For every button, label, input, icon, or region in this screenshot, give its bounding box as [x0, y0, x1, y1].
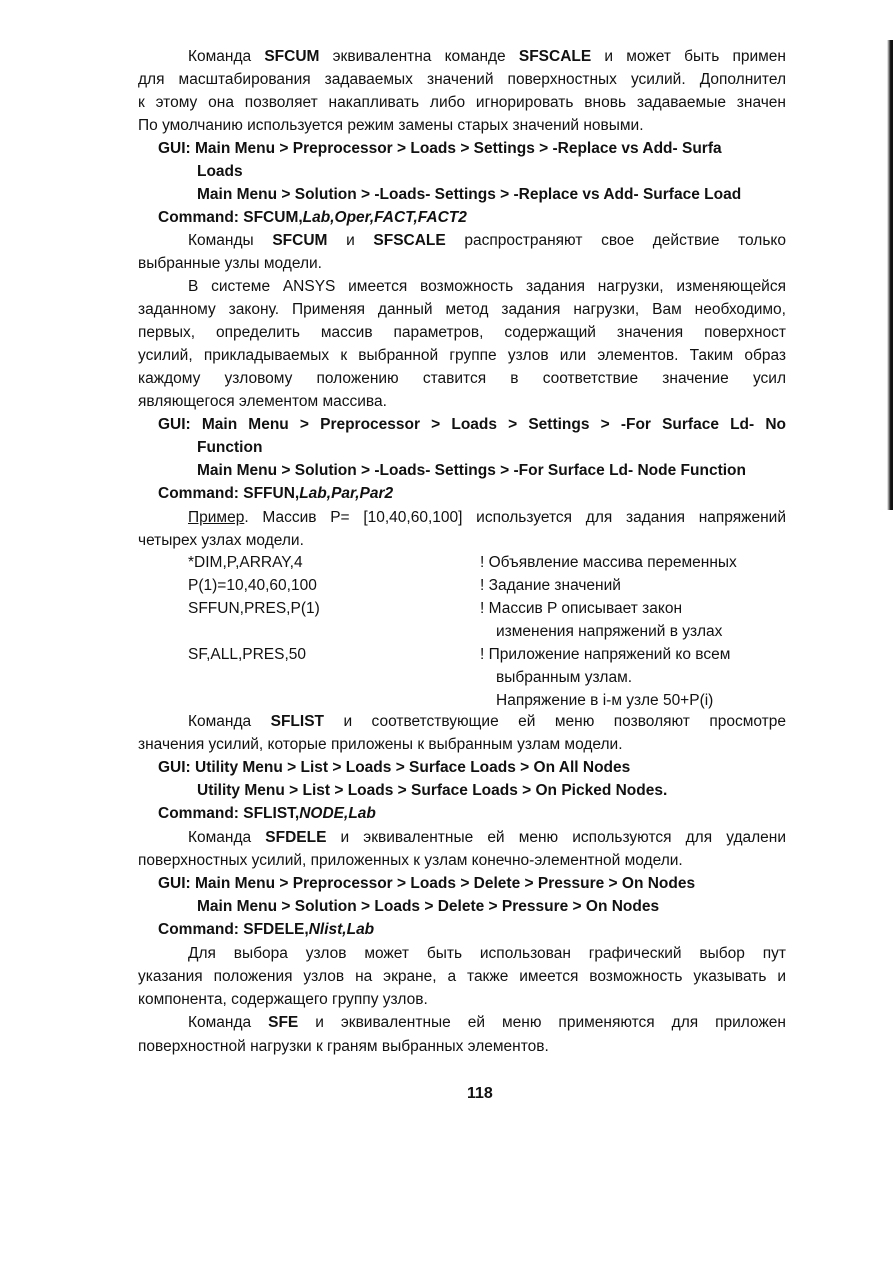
text-line	[138, 967, 786, 987]
text-run: Команда	[188, 829, 266, 846]
text-line	[138, 369, 786, 389]
code-comment: выбранным узлам.	[496, 669, 633, 686]
text-run: поверхностной нагрузки к граням выбранных элементов.	[138, 1038, 549, 1055]
code-comment: изменения напряжений в узлах	[496, 623, 723, 640]
text-line	[138, 392, 387, 412]
text-run: Main Menu > Solution > -Loads- Settings > -For Surface Ld- Node Function	[197, 462, 746, 479]
code-comment: ! Объявление массива переменных	[480, 554, 737, 571]
text-run: Command: SFDELE,	[158, 921, 309, 938]
text-run: Lab,Par,Par2	[299, 485, 394, 502]
text-run: Команда	[188, 1014, 269, 1031]
text-run: SFE	[268, 1014, 299, 1031]
text-line	[188, 231, 786, 251]
text-run: Для выбора узлов может быть использован графический выбор пут	[188, 945, 786, 962]
text-run: . Массив P= [10,40,60,100] используется для задания напряжений	[244, 509, 786, 526]
code-comment: Напряжение в i-м узле 50+P(i)	[496, 692, 714, 709]
text-line	[138, 323, 786, 343]
text-run: Lab,Oper,FACT,FACT2	[302, 209, 467, 226]
text-run: GUI: Main Menu > Preprocessor > Loads > Delete > Pressure > On Nodes	[158, 875, 696, 892]
text-run: и эквивалентные ей меню применяются для приложен	[298, 1014, 786, 1031]
text-line	[138, 735, 623, 755]
text-run: GUI: Main Menu > Preprocessor > Loads > Settings > -Replace vs Add- Surfa	[158, 140, 722, 157]
text-run: Main Menu > Solution > -Loads- Settings > -Replace vs Add- Surface Load	[197, 186, 742, 203]
text-run: Command: SFFUN,	[158, 485, 300, 502]
text-run: Command: SFCUM,	[158, 209, 303, 226]
text-line	[158, 804, 376, 824]
justified-text	[138, 70, 786, 90]
text-line	[158, 758, 630, 778]
text-run: SFSCALE	[518, 48, 592, 65]
text-line	[138, 1037, 549, 1057]
code-command: P(1)=10,40,60,100	[188, 577, 317, 594]
text-run: SFSCALE	[373, 232, 446, 249]
text-run: первых, определить массив параметров, содержащий значения поверхност	[138, 324, 786, 341]
text-run: эквивалентна команде	[319, 48, 519, 65]
code-command: SF,ALL,PRES,50	[188, 646, 307, 663]
text-line	[158, 139, 722, 159]
justified-text	[188, 712, 786, 732]
text-run: Main Menu > Solution > Loads > Delete > Pressure > On Nodes	[197, 898, 660, 915]
text-run: GUI: Utility Menu > List > Loads > Surface Loads > On All Nodes	[158, 759, 631, 776]
text-line	[188, 944, 786, 964]
text-run: выбранные узлы модели.	[138, 255, 322, 272]
text-run: NODE,Lab	[299, 805, 376, 822]
text-run: усилий, прикладываемых к выбранной группе узлов или элементов. Таким образ	[138, 347, 786, 364]
text-run: Command: SFLIST,	[158, 805, 300, 822]
code-command: SFFUN,PRES,P(1)	[188, 600, 320, 617]
text-line	[138, 346, 786, 366]
text-line	[138, 300, 786, 320]
text-line	[188, 712, 786, 732]
justified-text	[138, 369, 786, 389]
text-line	[158, 484, 393, 504]
justified-text	[138, 323, 786, 343]
text-run: Команды	[188, 232, 273, 249]
text-run: являющегося элементом массива.	[138, 393, 387, 410]
text-run: Function	[197, 439, 263, 456]
text-line	[138, 990, 428, 1010]
code-comment: ! Задание значений	[480, 577, 621, 594]
text-run: и может быть примен	[591, 48, 786, 65]
text-run: SFCUM	[264, 48, 320, 65]
text-run: для масштабирования задаваемых значений поверхностных усилий. Дополнител	[138, 71, 786, 88]
text-run: SFDELE	[265, 829, 327, 846]
justified-text	[138, 93, 786, 113]
justified-text	[188, 277, 786, 297]
code-comment: ! Приложение напряжений ко всем	[480, 646, 731, 663]
scan-edge-shadow	[887, 40, 893, 510]
text-run: значения усилий, которые приложены к выбранным узлам модели.	[138, 736, 623, 753]
text-line	[138, 70, 786, 90]
text-run: к этому она позволяет накапливать либо игнорировать вновь задаваемые значен	[138, 94, 786, 111]
text-run: Utility Menu > List > Loads > Surface Loads > On Picked Nodes.	[197, 782, 668, 799]
text-run: и соответствующие ей меню позволяют просмотре	[324, 713, 786, 730]
justified-text	[188, 1013, 786, 1033]
text-line	[197, 185, 741, 205]
justified-text	[188, 47, 786, 67]
text-run: SFLIST	[270, 713, 324, 730]
text-line	[197, 438, 262, 458]
text-line	[188, 277, 786, 297]
text-run: GUI: Main Menu > Preprocessor > Loads > Settings > -For Surface Ld- No	[158, 416, 786, 433]
text-run: Пример	[188, 509, 245, 526]
text-run: поверхностных усилий, приложенных к узлам конечно-элементной модели.	[138, 852, 683, 869]
justified-text	[158, 415, 786, 435]
text-run: четырех узлах модели.	[138, 532, 304, 549]
text-line	[197, 897, 659, 917]
text-run: и	[327, 232, 374, 249]
text-line	[138, 254, 322, 274]
justified-text	[188, 231, 786, 251]
text-line	[188, 508, 786, 528]
justified-text	[188, 508, 786, 528]
text-run: заданному закону. Применяя данный метод задания нагрузки, Вам необходимо,	[138, 301, 786, 318]
code-command: *DIM,P,ARRAY,4	[188, 554, 303, 571]
justified-text	[138, 300, 786, 320]
text-run: компонента, содержащего группу узлов.	[138, 991, 428, 1008]
text-line	[197, 162, 243, 182]
code-comment: ! Массив P описывает закон	[480, 600, 682, 617]
text-line	[158, 415, 786, 435]
page-number: 118	[467, 1085, 493, 1102]
text-line	[188, 47, 786, 67]
justified-text	[188, 944, 786, 964]
text-run: указания положения узлов на экране, а также имеется возможность указывать и	[138, 968, 786, 985]
justified-text	[138, 346, 786, 366]
text-run: каждому узловому положению ставится в соответствие значение усил	[138, 370, 786, 387]
text-line	[188, 1013, 786, 1033]
text-run: В системе ANSYS имеется возможность задания нагрузки, изменяющейся	[188, 278, 786, 295]
text-run: Команда	[188, 48, 265, 65]
text-run: Loads	[197, 163, 243, 180]
text-line	[138, 531, 304, 551]
text-line	[138, 93, 786, 113]
text-line	[197, 461, 746, 481]
text-run: и эквивалентные ей меню используются для удалени	[326, 829, 786, 846]
text-line	[158, 920, 374, 940]
text-line	[188, 828, 786, 848]
text-line	[138, 116, 644, 136]
justified-text	[138, 967, 786, 987]
text-line	[158, 874, 695, 894]
text-run: распространяют свое действие только	[445, 232, 786, 249]
text-line	[158, 208, 467, 228]
text-run: Команда	[188, 713, 271, 730]
text-line	[197, 781, 667, 801]
justified-text	[188, 828, 786, 848]
text-run: Nlist,Lab	[308, 921, 375, 938]
text-run: SFCUM	[272, 232, 328, 249]
text-run: По умолчанию используется режим замены старых значений новыми.	[138, 117, 644, 134]
text-line	[138, 851, 683, 871]
